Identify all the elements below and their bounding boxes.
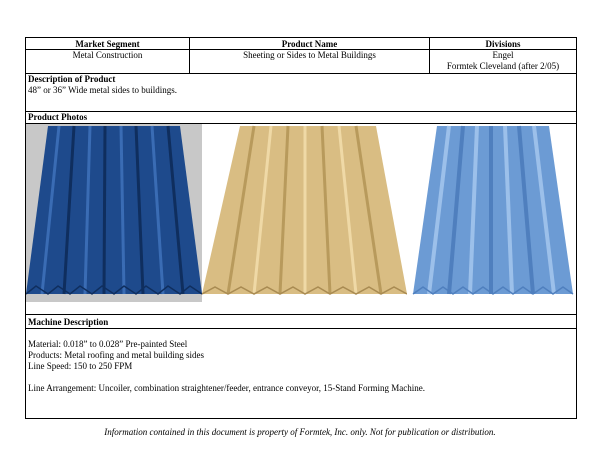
machine-section (26, 329, 576, 418)
photos-title: Product Photos (28, 112, 88, 122)
table-header-row (26, 38, 576, 50)
machine-line-speed: Line Speed: 150 to 250 FPM (28, 361, 133, 371)
division-engel: Engel (492, 50, 514, 60)
description-text: 48” or 36” Wide metal sides to buildings. (28, 85, 177, 95)
photo-tan-panel (202, 124, 407, 302)
description-section (26, 74, 576, 112)
machine-line-arrangement: Line Arrangement: Uncoiler, combination straightener/feeder, entrance conveyor, 15-Stand Forming Machine. (28, 383, 426, 393)
machine-header (26, 315, 576, 329)
description-title: Description of Product (28, 74, 116, 84)
machine-products: Products: Metal roofing and metal building sides (28, 350, 204, 360)
photos-header (26, 112, 576, 124)
product-name-value: Sheeting or Sides to Metal Buildings (190, 50, 430, 73)
machine-title: Machine Description (28, 317, 109, 327)
photo-light-blue-panel (407, 124, 577, 302)
header-product-name: Product Name (190, 38, 430, 49)
footer-notice: Information contained in this document is property of Formtek, Inc. only. Not for publication or distribution. (104, 427, 496, 437)
divisions-value (430, 50, 576, 73)
table-value-row (26, 50, 576, 74)
product-sheet (25, 37, 577, 419)
machine-details (28, 339, 425, 394)
machine-material: Material: 0.018” to 0.028” Pre-painted Steel (28, 339, 188, 349)
header-divisions: Divisions (485, 39, 521, 49)
division-formtek-cleveland: Formtek Cleveland (after 2/05) (446, 61, 560, 71)
photos-section (26, 124, 576, 315)
market-segment-value: Metal Construction (26, 50, 190, 73)
photo-dark-blue-panel (26, 124, 202, 302)
header-market-segment: Market Segment (26, 38, 190, 49)
